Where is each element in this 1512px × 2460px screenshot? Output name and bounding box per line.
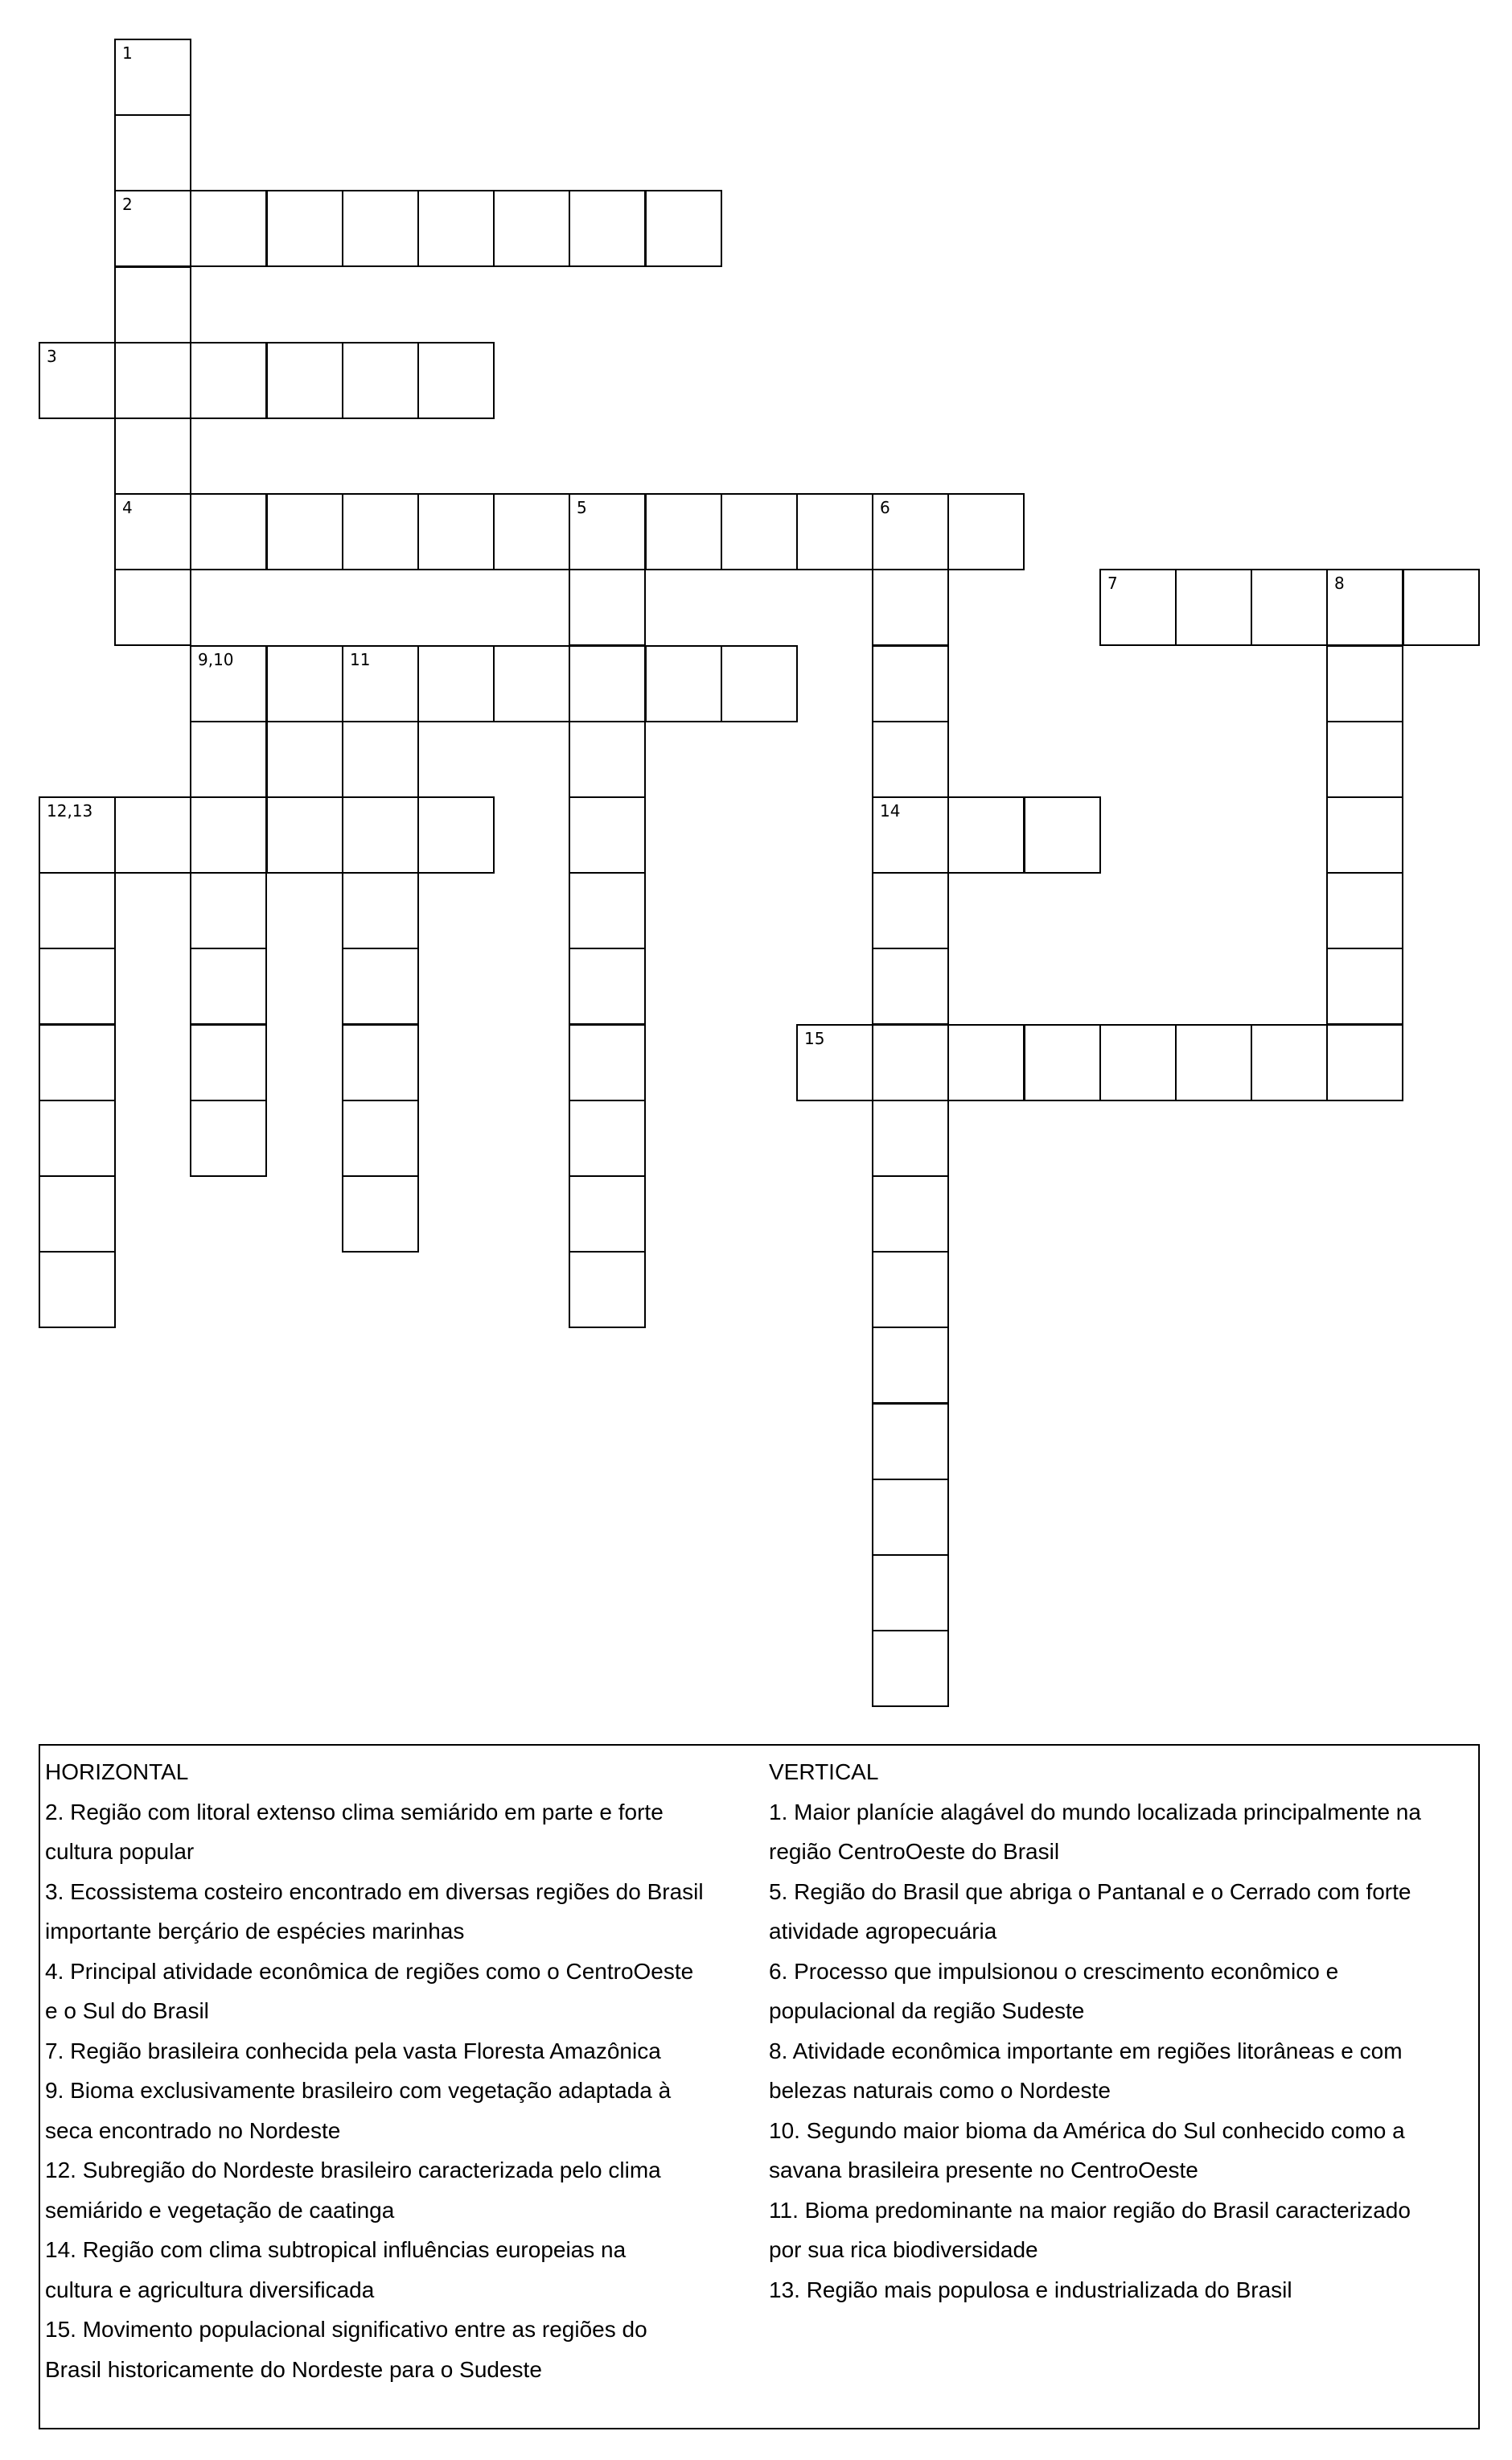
crossword-cell[interactable] — [1403, 569, 1480, 646]
horizontal-clue-line: seca encontrado no Nordeste — [45, 2117, 341, 2143]
crossword-cell[interactable] — [39, 796, 116, 874]
crossword-cell[interactable] — [39, 1024, 116, 1101]
crossword-cell[interactable] — [1326, 569, 1403, 646]
crossword-cell[interactable] — [417, 342, 495, 419]
crossword-cell[interactable] — [1251, 1024, 1328, 1101]
clue-number: 1 — [122, 43, 133, 63]
horizontal-heading: HORIZONTAL — [45, 1759, 189, 1784]
crossword-cell[interactable] — [645, 190, 722, 267]
clues-box — [39, 1744, 1480, 2429]
crossword-cell[interactable] — [872, 1479, 949, 1556]
crossword-cell[interactable] — [190, 493, 267, 570]
clue-number: 3 — [47, 347, 57, 366]
crossword-cell[interactable] — [1024, 1024, 1101, 1101]
crossword-cell[interactable] — [342, 721, 419, 798]
crossword-cell[interactable] — [342, 645, 419, 722]
crossword-cell[interactable] — [114, 418, 191, 495]
crossword-cell[interactable] — [266, 796, 343, 874]
crossword-cell[interactable] — [190, 190, 267, 267]
vertical-clue-line: 5. Região do Brasil que abriga o Pantanal e o Cerrado com forte — [769, 1878, 1411, 1904]
crossword-cell[interactable] — [190, 342, 267, 419]
crossword-cell[interactable] — [266, 493, 343, 570]
vertical-clue-line: savana brasileira presente no CentroOeste — [769, 2158, 1198, 2182]
crossword-cell[interactable] — [947, 1024, 1025, 1101]
clue-number: 8 — [1334, 574, 1345, 593]
horizontal-clue-line: 2. Região com litoral extenso clima semiárido em parte e forte — [45, 1799, 664, 1824]
crossword-cell[interactable] — [39, 948, 116, 1025]
vertical-clues — [769, 1752, 1477, 2310]
crossword-cell[interactable] — [417, 796, 495, 874]
horizontal-clue-line: cultura e agricultura diversificada — [45, 2277, 375, 2302]
crossword-cell[interactable] — [417, 190, 495, 267]
clue-number: 9,10 — [198, 650, 234, 669]
crossword-cell[interactable] — [114, 569, 191, 646]
crossword-cell[interactable] — [1326, 948, 1403, 1025]
crossword-cell[interactable] — [417, 493, 495, 570]
vertical-clue-line: 6. Processo que impulsionou o crescimento econômico e — [769, 1958, 1339, 1984]
crossword-cell[interactable] — [1326, 645, 1403, 722]
crossword-cell[interactable] — [569, 872, 646, 949]
crossword-cell[interactable] — [872, 645, 949, 722]
vertical-clue-line: 10. Segundo maior bioma da América do Sul conhecido como a — [769, 2117, 1405, 2143]
crossword-cell[interactable] — [190, 721, 267, 798]
crossword-cell[interactable] — [493, 493, 570, 570]
crossword-cell[interactable] — [569, 1175, 646, 1253]
crossword-cell[interactable] — [266, 342, 343, 419]
crossword-cell[interactable] — [39, 1100, 116, 1177]
crossword-cell[interactable] — [1326, 1024, 1403, 1101]
crossword-cell[interactable] — [1251, 569, 1328, 646]
vertical-clue-line: 8. Atividade econômica importante em regiões litorâneas e com — [769, 2038, 1403, 2063]
crossword-cell[interactable] — [266, 721, 343, 798]
crossword-cell[interactable] — [342, 796, 419, 874]
crossword-cell[interactable] — [39, 342, 116, 419]
horizontal-clue-line: 12. Subregião do Nordeste brasileiro caracterizada pelo clima — [45, 2158, 661, 2182]
crossword-cell[interactable] — [872, 1630, 949, 1707]
crossword-cell[interactable] — [872, 948, 949, 1025]
crossword-cell[interactable] — [569, 190, 646, 267]
crossword-cell[interactable] — [645, 645, 722, 722]
crossword-cell[interactable] — [569, 721, 646, 798]
clue-number: 14 — [880, 801, 901, 821]
vertical-clue-line: 1. Maior planície alagável do mundo localizada principalmente na — [769, 1799, 1421, 1824]
crossword-cell[interactable] — [1175, 1024, 1252, 1101]
clue-number: 6 — [880, 498, 890, 517]
vertical-clue-line: 13. Região mais populosa e industrializada do Brasil — [769, 2277, 1292, 2302]
crossword-cell[interactable] — [114, 114, 191, 191]
crossword-cell[interactable] — [569, 1024, 646, 1101]
crossword-cell[interactable] — [872, 796, 949, 874]
crossword-cell[interactable] — [1175, 569, 1252, 646]
horizontal-clue-line: 15. Movimento populacional significativo entre as regiões do — [45, 2317, 647, 2342]
clue-number: 15 — [804, 1029, 825, 1048]
crossword-cell[interactable] — [1326, 721, 1403, 798]
crossword-cell[interactable] — [872, 493, 949, 570]
horizontal-clue-line: semiárido e vegetação de caatinga — [45, 2197, 395, 2223]
horizontal-clue-line: 14. Região com clima subtropical influências europeias na — [45, 2237, 627, 2262]
crossword-cell[interactable] — [342, 1024, 419, 1101]
crossword-cell[interactable] — [947, 796, 1025, 874]
clue-number: 11 — [350, 650, 371, 669]
crossword-cell[interactable] — [872, 1403, 949, 1480]
crossword-cell[interactable] — [342, 1175, 419, 1253]
crossword-cell[interactable] — [39, 1251, 116, 1328]
clue-number: 2 — [122, 195, 133, 214]
horizontal-clues — [45, 1752, 769, 2389]
crossword-cell[interactable] — [569, 948, 646, 1025]
vertical-clue-line: atividade agropecuária — [769, 1919, 997, 1944]
crossword-cell[interactable] — [417, 645, 495, 722]
crossword-cell[interactable] — [569, 1251, 646, 1328]
crossword-cell[interactable] — [721, 645, 798, 722]
clue-number: 4 — [122, 498, 133, 517]
crossword-cell[interactable] — [342, 872, 419, 949]
crossword-cell[interactable] — [190, 796, 267, 874]
crossword-cell[interactable] — [1099, 569, 1177, 646]
crossword-cell[interactable] — [569, 645, 646, 722]
horizontal-clue-line: Brasil historicamente do Nordeste para o Sudeste — [45, 2356, 542, 2382]
crossword-cell[interactable] — [569, 1100, 646, 1177]
vertical-clue-line: belezas naturais como o Nordeste — [769, 2078, 1111, 2103]
crossword-cell[interactable] — [947, 493, 1025, 570]
horizontal-clue-line: 4. Principal atividade econômica de regiões como o CentroOeste — [45, 1958, 694, 1984]
crossword-cell[interactable] — [266, 645, 343, 722]
crossword-cell[interactable] — [114, 493, 191, 570]
crossword-cell[interactable] — [114, 342, 191, 419]
crossword-cell[interactable] — [493, 190, 570, 267]
crossword-cell[interactable] — [114, 796, 191, 874]
crossword-cell[interactable] — [569, 493, 646, 570]
horizontal-clue-line: 9. Bioma exclusivamente brasileiro com vegetação adaptada à — [45, 2078, 672, 2103]
horizontal-clue-line: importante berçário de espécies marinhas — [45, 1919, 465, 1944]
vertical-clue-line: por sua rica biodiversidade — [769, 2237, 1038, 2262]
crossword-cell[interactable] — [266, 190, 343, 267]
crossword-cell[interactable] — [190, 1100, 267, 1177]
crossword-cell[interactable] — [1099, 1024, 1177, 1101]
crossword-cell[interactable] — [190, 948, 267, 1025]
crossword-cell[interactable] — [872, 569, 949, 646]
crossword-cell[interactable] — [342, 948, 419, 1025]
crossword-cell[interactable] — [796, 493, 873, 570]
horizontal-clue-line: e o Sul do Brasil — [45, 1998, 209, 2023]
crossword-cell[interactable] — [114, 190, 191, 267]
crossword-cell[interactable] — [114, 39, 191, 116]
horizontal-clue-line: cultura popular — [45, 1839, 195, 1864]
crossword-cell[interactable] — [872, 721, 949, 798]
crossword-cell[interactable] — [39, 872, 116, 949]
crossword-cell[interactable] — [1024, 796, 1101, 874]
vertical-clue-line: região CentroOeste do Brasil — [769, 1839, 1060, 1864]
crossword-cell[interactable] — [645, 493, 722, 570]
vertical-heading: VERTICAL — [769, 1759, 879, 1784]
crossword-cell[interactable] — [1326, 796, 1403, 874]
crossword-cell[interactable] — [190, 872, 267, 949]
crossword-cell[interactable] — [342, 493, 419, 570]
crossword-cell[interactable] — [796, 1024, 873, 1101]
horizontal-clue-line: 7. Região brasileira conhecida pela vasta Floresta Amazônica — [45, 2038, 661, 2063]
clue-number: 12,13 — [47, 801, 93, 821]
crossword-cell[interactable] — [190, 1024, 267, 1101]
crossword-cell[interactable] — [872, 1251, 949, 1328]
crossword-cell[interactable] — [872, 872, 949, 949]
crossword-cell[interactable] — [39, 1175, 116, 1253]
crossword-cell[interactable] — [342, 342, 419, 419]
crossword-cell[interactable] — [872, 1100, 949, 1177]
crossword-cell[interactable] — [872, 1327, 949, 1404]
crossword-cell[interactable] — [190, 645, 267, 722]
crossword-cell[interactable] — [872, 1024, 949, 1101]
crossword-cell[interactable] — [1326, 872, 1403, 949]
crossword-cell[interactable] — [342, 1100, 419, 1177]
vertical-clue-line: 11. Bioma predominante na maior região do Brasil caracterizado — [769, 2197, 1411, 2223]
crossword-cell[interactable] — [569, 569, 646, 646]
clue-number: 7 — [1107, 574, 1118, 593]
vertical-clue-line: populacional da região Sudeste — [769, 1998, 1085, 2023]
crossword-cell[interactable] — [569, 796, 646, 874]
clue-number: 5 — [577, 498, 587, 517]
crossword-cell[interactable] — [114, 266, 191, 343]
crossword-cell[interactable] — [342, 190, 419, 267]
crossword-cell[interactable] — [721, 493, 798, 570]
crossword-cell[interactable] — [872, 1554, 949, 1631]
horizontal-clue-line: 3. Ecossistema costeiro encontrado em diversas regiões do Brasil — [45, 1878, 704, 1904]
crossword-cell[interactable] — [493, 645, 570, 722]
crossword-cell[interactable] — [872, 1175, 949, 1253]
